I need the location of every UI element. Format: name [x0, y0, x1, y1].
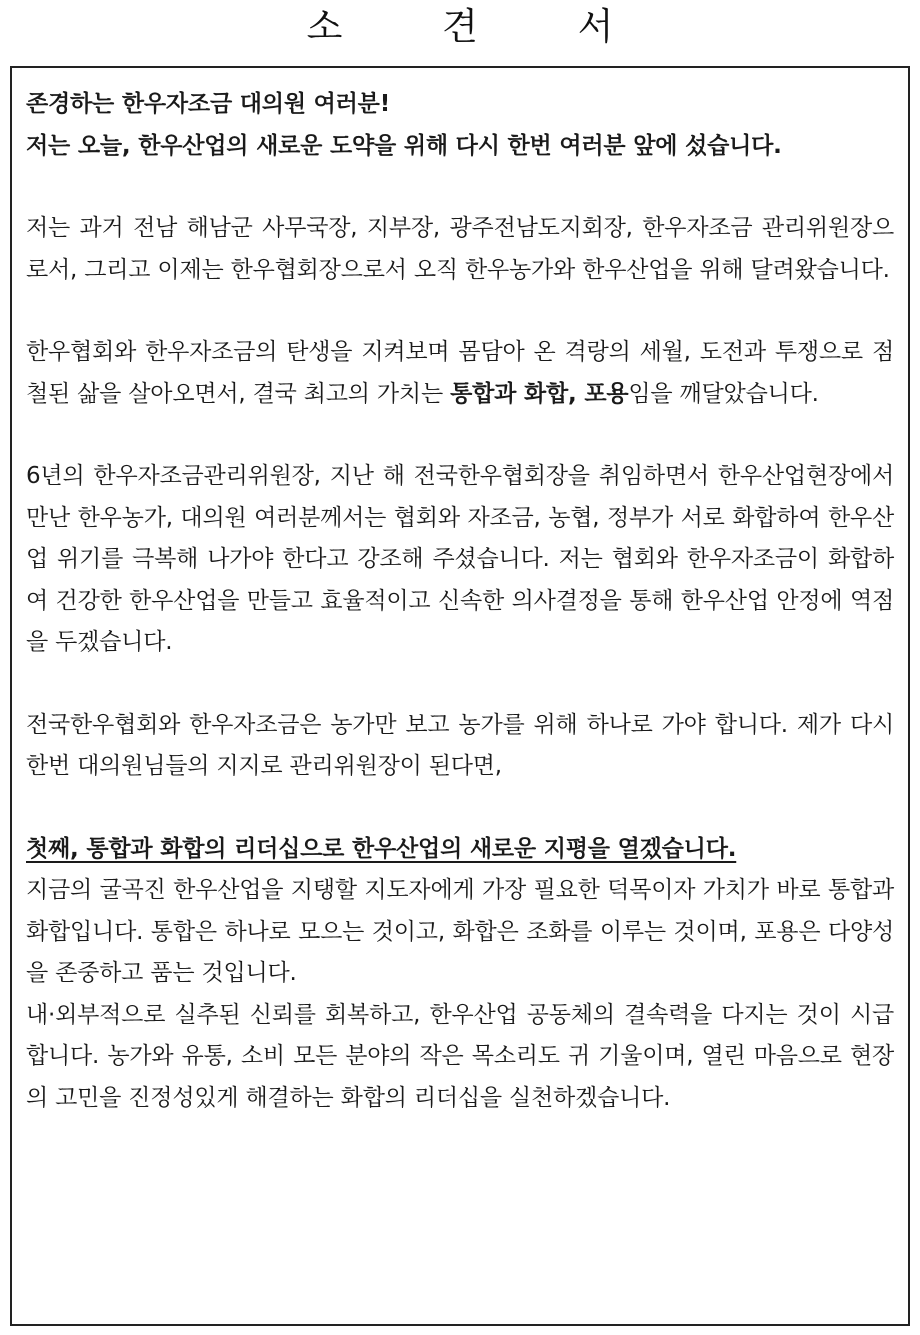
pledge-1-body-2: 내·외부적으로 실추된 신뢰를 회복하고, 한우산업 공동체의 결속력을 다지는 것이 시급합니다. 농가와 유통, 소비 모든 분야의 작은 목소리도 귀 기울이며, 열린 마음으로 현장의 고민을 진정성있게 해결하는 화합의 리더십을 실천하겠습니다.	[26, 1001, 894, 1111]
paragraph-gap	[26, 664, 894, 705]
paragraph-values	[26, 332, 894, 415]
pledge-1-body-1: 지금의 굴곡진 한우산업을 지탱할 지도자에게 가장 필요한 덕목이자 가치가 바로 통합과 화합입니다. 통합은 하나로 모으는 것이고, 화합은 조화를 이루는 것이며, 포용은 다양성을 존중하고 품는 것입니다.	[26, 877, 894, 986]
statement-box	[10, 66, 910, 1326]
values-text-before: 한우협회와 한우자조금의 탄생을 지켜보며 몸담아 온 격랑의 세월, 도전과 투쟁으로 점철된 삶을 살아오면서, 결국 최고의 가치는	[26, 339, 894, 407]
paragraph-gap	[26, 291, 894, 332]
paragraph-career: 저는 과거 전남 해남군 사무국장, 지부장, 광주전남도지회장, 한우자조금 관리위원장으로서, 그리고 이제는 한우협회장으로서 오직 한우농가와 한우산업을 위해 달려왔습니다.	[26, 215, 894, 283]
values-text-after: 임을 깨달았습니다.	[628, 380, 819, 407]
paragraph-gap	[26, 415, 894, 456]
greeting-line-1: 존경하는 한우자조금 대의원 여러분!	[26, 91, 390, 117]
document-title: 소 견 서	[306, 5, 658, 48]
paragraph-experience: 6년의 한우자조금관리위원장, 지난 해 전국한우협회장을 취임하면서 한우산업현장에서 만난 한우농가, 대의원 여러분께서는 협회와 자조금, 농협, 정부가 서로 화합하여 한우산업 위기를 극복해 나가야 한다고 강조해 주셨습니다. 저는 협회와 한우자조금이 화합하여 건강한 한우산업을 만들고 효율적이고 신속한 의사결정을 통해 한우산업 안정에 역점을 두겠습니다.	[26, 463, 894, 655]
pledge-1-heading: 첫째, 통합과 화합의 리더십으로 한우산업의 새로운 지평을 열겠습니다.	[26, 835, 737, 862]
greeting-line-2: 저는 오늘, 한우산업의 새로운 도약을 위해 다시 한번 여러분 앞에 섰습니다.	[26, 132, 782, 159]
values-bold-text: 통합과 화합, 포용	[450, 380, 629, 407]
paragraph-gap	[26, 788, 894, 829]
paragraph-pledge-intro: 전국한우협회와 한우자조금은 농가만 보고 농가를 위해 하나로 가야 합니다. 제가 다시 한번 대의원님들의 지지로 관리위원장이 된다면,	[26, 711, 894, 779]
paragraph-gap	[26, 167, 894, 208]
